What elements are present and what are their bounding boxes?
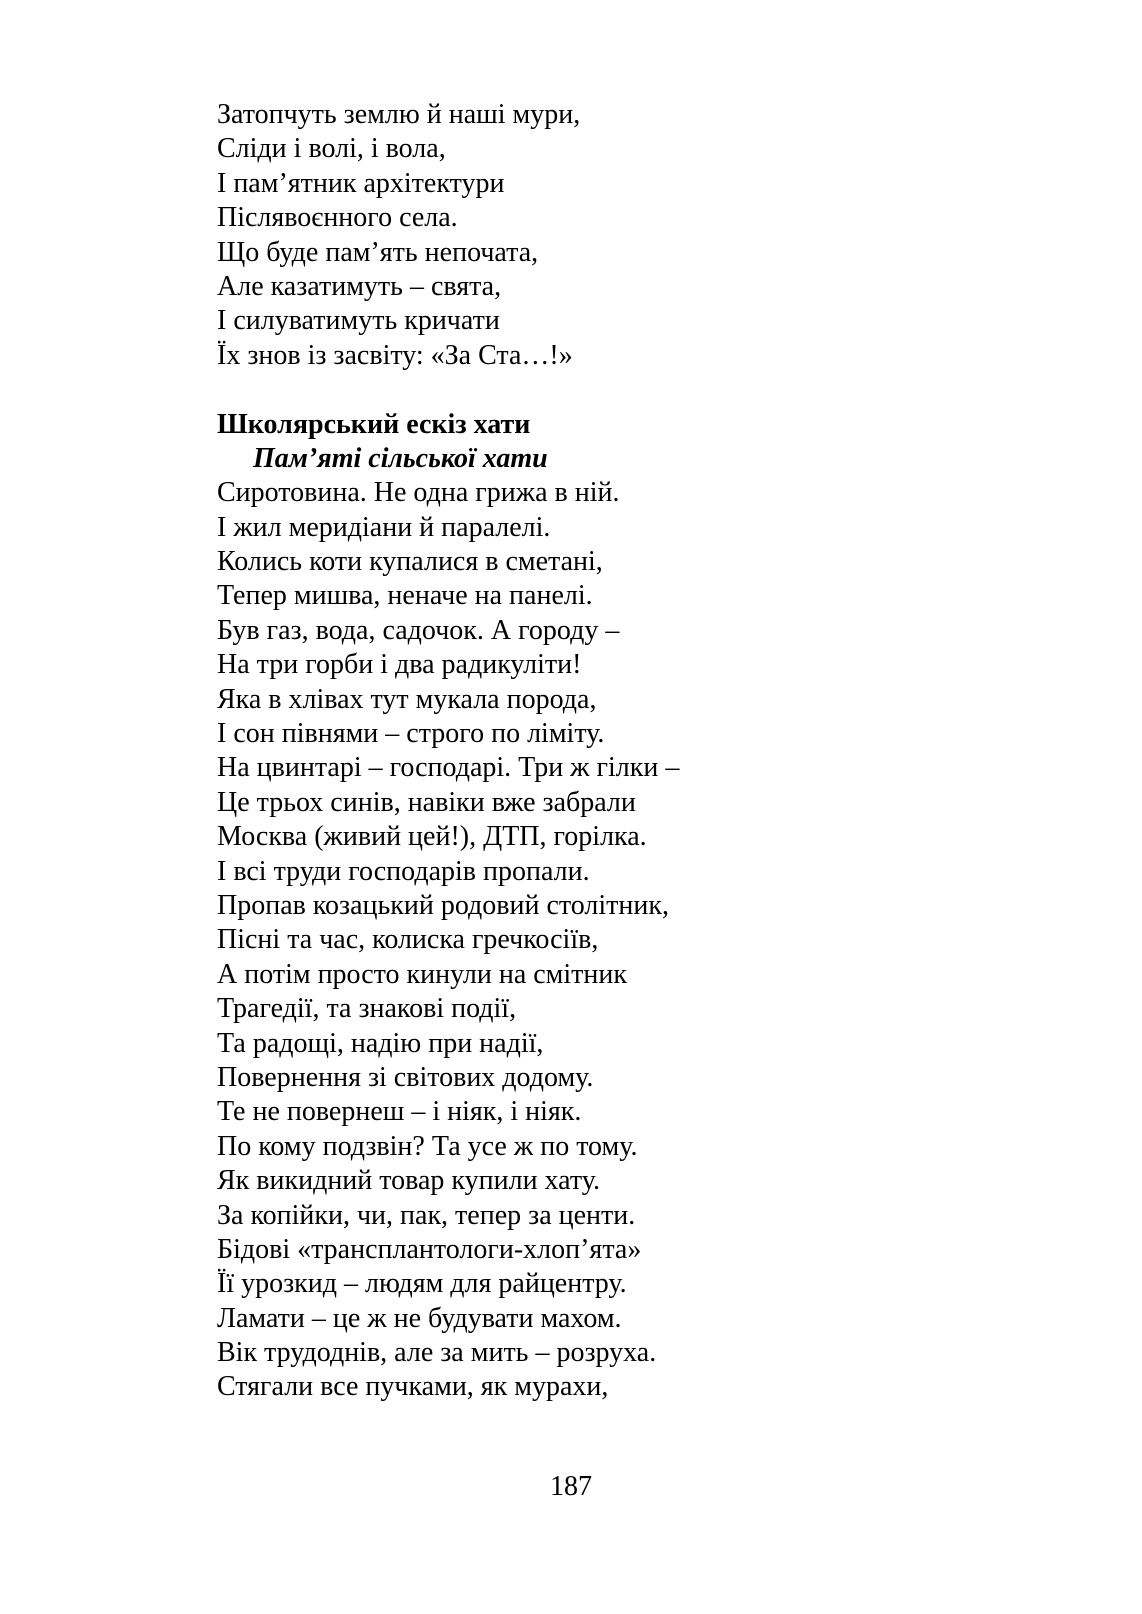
poem-line: Бідові «трансплантологи-хлоп’ята»	[217, 1233, 642, 1265]
poem-line: Це трьох синів, навіки вже забрали	[217, 786, 636, 818]
poem-line: Був газ, вода, садочок. А городу –	[217, 614, 620, 646]
poem-line: Їх знов із засвіту: «За Ста…!»	[217, 339, 573, 371]
poem-line: Післявоєнного села.	[217, 202, 458, 234]
poem-line: І жил меридіани й паралелі.	[217, 511, 551, 543]
page-number: 187	[550, 1471, 592, 1502]
poem-line: І пам’ятник архітектури	[217, 167, 505, 199]
poem-line: Москва (живий цей!), ДТП, горілка.	[217, 821, 647, 853]
poem-line: Як викидний товар купили хату.	[217, 1165, 600, 1197]
previous-poem-ending	[217, 98, 1037, 373]
poem-line: А потім просто кинули на смітник	[217, 958, 627, 990]
poem-line: Трагедії, та знакові події,	[217, 993, 517, 1025]
poem-line: Колись коти купалися в сметані,	[217, 546, 603, 578]
poem-line: Яка в хлівах тут мукала порода,	[217, 683, 597, 715]
poem-line: Та радощі, надію при надії,	[217, 1027, 544, 1059]
poem-line: Її урозкид – людям для райцентру.	[217, 1268, 627, 1300]
poem-title: Школярський ескіз хати	[217, 408, 531, 440]
poem-line: Повернення зі світових додому.	[217, 1061, 594, 1093]
poem-line: Те не повернеш – і ніяк, і ніяк.	[217, 1096, 582, 1128]
poem-line: Стягали все пучками, як мурахи,	[217, 1371, 609, 1403]
poem-line: По кому подзвін? Та усе ж по тому.	[217, 1130, 638, 1162]
poem-line: На цвинтарі – господарі. Три ж гілки –	[217, 752, 680, 784]
poem-line: Сліди і волі, і вола,	[217, 133, 446, 165]
poem-line: І силуватимуть кричати	[217, 305, 500, 337]
poem-line: Затопчуть землю й наші мури,	[217, 99, 581, 130]
stanza-gap	[217, 373, 1037, 407]
poem-dedication: Пам’яті сільської хати	[253, 442, 548, 474]
poem-line: Вік трудоднів, але за мить – розруха.	[217, 1337, 657, 1369]
poem-line: І всі труди господарів пропали.	[217, 855, 590, 887]
poem-line: Пропав козацький родовий столітник,	[217, 889, 669, 921]
poem-line: За копійки, чи, пак, тепер за центи.	[217, 1199, 636, 1231]
poem-line: Ламати – це ж не будувати махом.	[217, 1302, 622, 1334]
poem-line: Що буде пам’ять непочата,	[217, 236, 539, 268]
poem-line: Тепер мишва, неначе на панелі.	[217, 580, 593, 612]
poem-line: Пісні та час, колиска гречкосіїв,	[217, 924, 599, 956]
poem-line: Але казатимуть – свята,	[217, 270, 502, 302]
poem	[217, 408, 1037, 1405]
poem-line: І сон півнями – строго по ліміту.	[217, 718, 605, 750]
poem-line: На три горби і два радикуліти!	[217, 649, 582, 681]
poem-line: Сиротовина. Не одна грижа в ній.	[217, 477, 620, 509]
poem-text-block	[217, 98, 1037, 1405]
